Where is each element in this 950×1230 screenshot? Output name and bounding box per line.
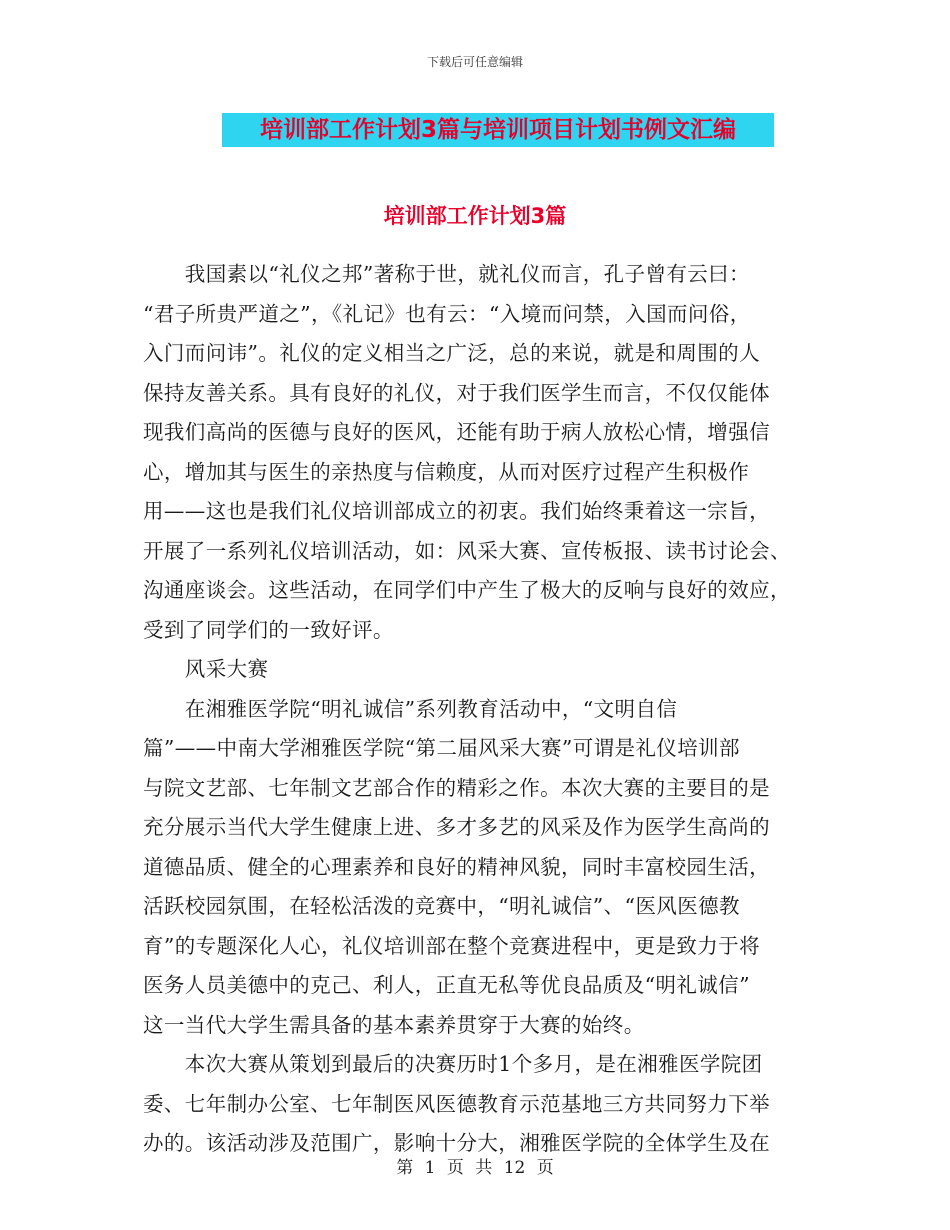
- text-line: 受到了同学们的一致好评。: [143, 617, 394, 642]
- text-line: 保持友善关系。具有良好的礼仪，对于我们医学生而言，不仅仅能体: [143, 380, 770, 405]
- text-line: 在湘雅医学院“明礼诚信”系列教育活动中，“文明自信: [143, 696, 678, 721]
- text-line: 医务人员美德中的克己、利人，正直无私等优良品质及“明礼诚信”: [143, 973, 750, 997]
- text-line: 沟通座谈会。这些活动，在同学们中产生了极大的反响与良好的效应，: [143, 578, 791, 602]
- text-line: 入门而问讳”。礼仪的定义相当之广泛，总的来说，就是和周围的人: [143, 341, 760, 365]
- text-line: 开展了一系列礼仪培训活动，如：风采大赛、宣传板报、读书讨论会、: [143, 538, 791, 563]
- text-line: 现我们高尚的医德与良好的医风，还能有助于病人放松心情，增强信: [143, 420, 770, 444]
- text-line: 本次大赛从策划到最后的决赛历时1个多月，是在湘雅医学院团: [143, 1052, 763, 1076]
- text-line: 篇”——中南大学湘雅医学院“第二届风采大赛”可谓是礼仪培训部: [143, 736, 740, 760]
- text-line: “君子所贵严道之”，《礼记》也有云：“入境而问禁，入国而问俗，: [143, 301, 751, 326]
- text-line: 用——这也是我们礼仪培训部成立的初衷。我们始终秉着这一宗旨，: [143, 499, 770, 523]
- text-line: 充分展示当代大学生健康上进、多才多艺的风采及作为医学生高尚的: [143, 815, 770, 839]
- text-line: 与院文艺部、七年制文艺部合作的精彩之作。本次大赛的主要目的是: [143, 775, 770, 800]
- text-line: 办的。该活动涉及范围广，影响十分大，湘雅医学院的全体学生及在: [143, 1131, 770, 1155]
- body-text: [143, 222, 809, 1164]
- text-line: 活跃校园氛围，在轻松活泼的竞赛中，“明礼诚信”、“医风医德教: [143, 894, 740, 918]
- section-title: 培训部工作计划3篇: [383, 204, 567, 228]
- text-line: 委、七年制办公室、七年制医风医德教育示范基地三方共同努力下举: [143, 1091, 770, 1116]
- text-line: 育”的专题深化人心，礼仪培训部在整个竞赛进程中，更是致力于将: [143, 933, 760, 958]
- document-title: 培训部工作计划3篇与培训项目计划书例文汇编: [222, 113, 774, 147]
- page-number-footer: 第 1 页 共 12 页: [396, 1158, 554, 1178]
- text-line: 我国素以“礼仪之邦”著称于世，就礼仪而言，孔子曾有云曰：: [143, 262, 750, 286]
- text-line: 心，增加其与医生的亲热度与信赖度，从而对医疗过程产生积极作: [143, 459, 750, 484]
- text-line: 道德品质、健全的心理素养和良好的精神风貌，同时丰富校园生活，: [143, 854, 770, 879]
- header-note: 下载后可任意编辑: [426, 55, 523, 69]
- text-line: 这一当代大学生需具备的基本素养贯穿于大赛的始终。: [143, 1012, 645, 1037]
- subheading-line: 风采大赛: [143, 657, 269, 681]
